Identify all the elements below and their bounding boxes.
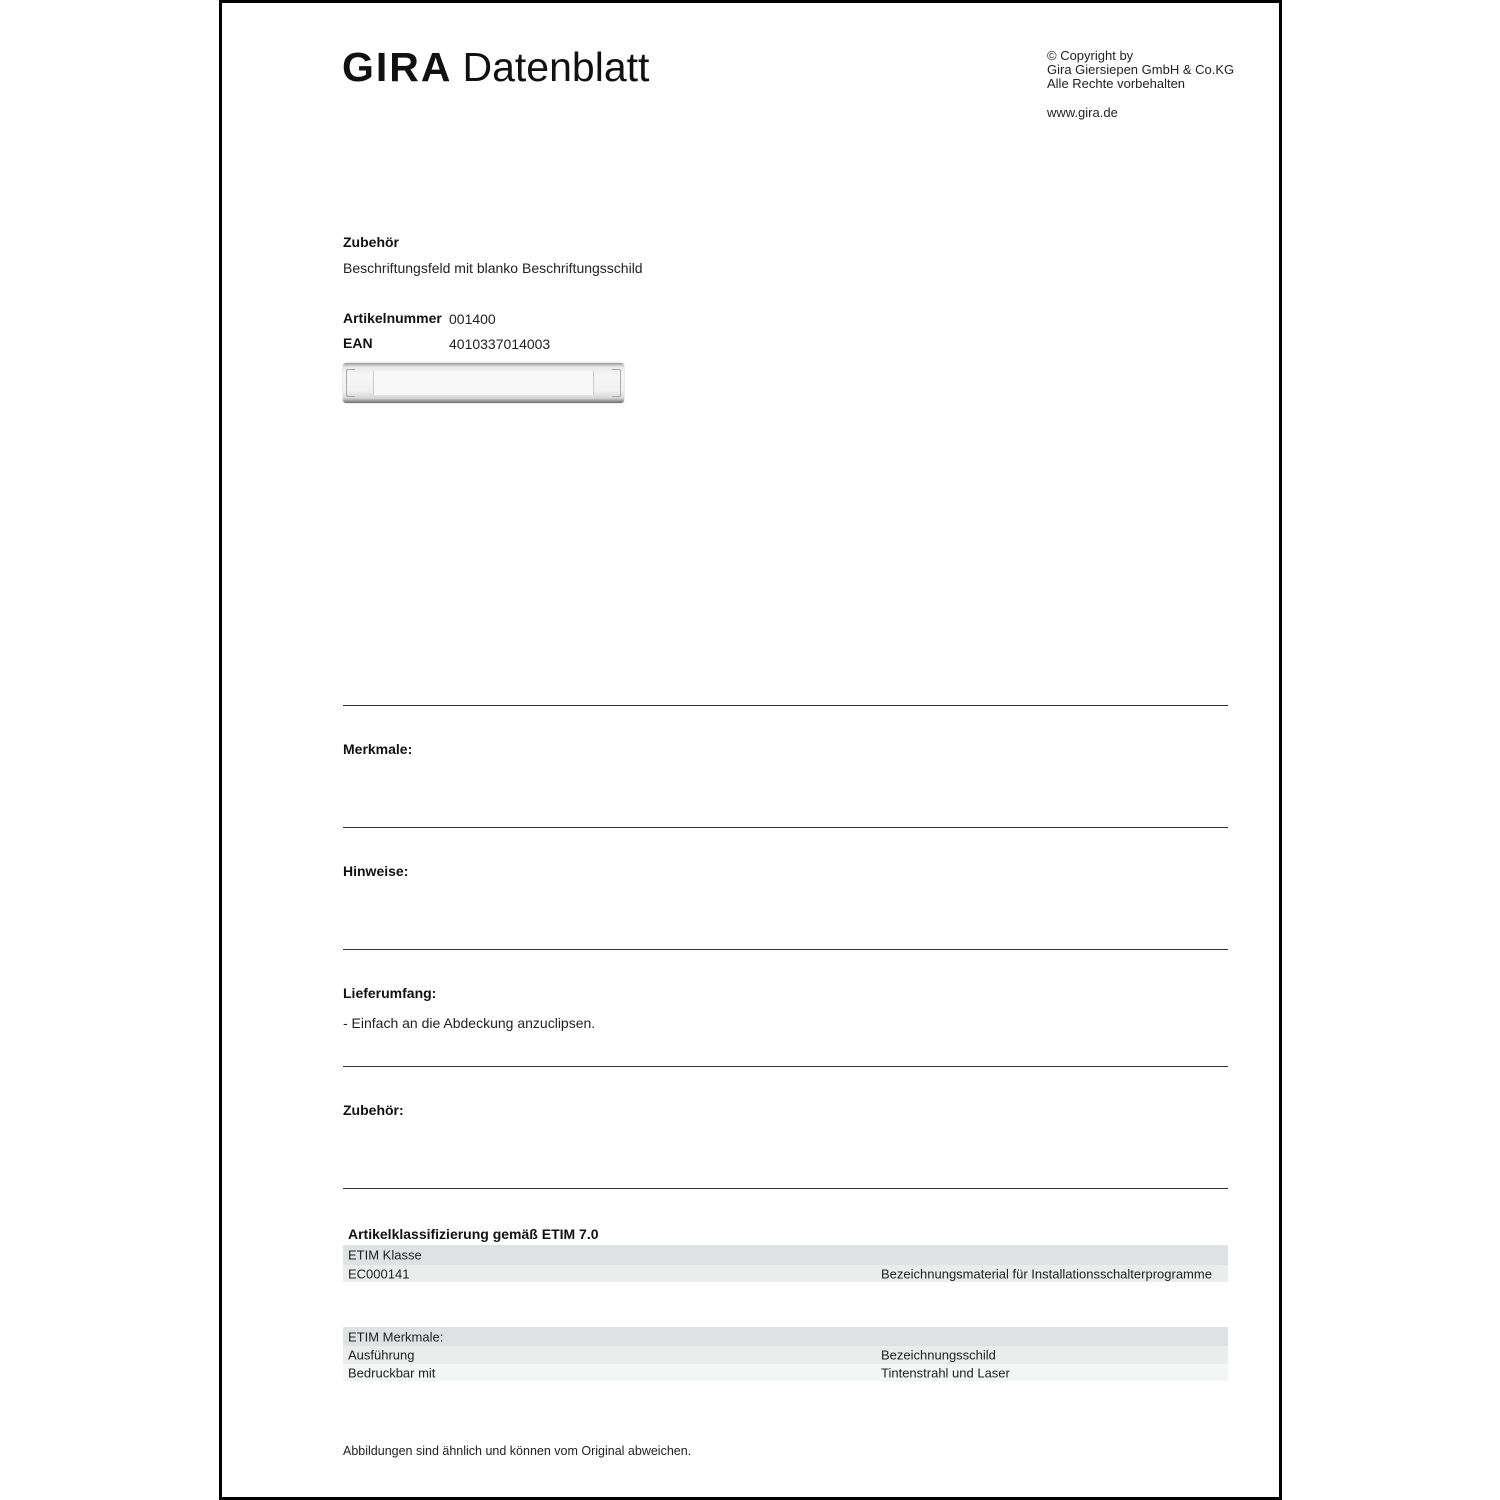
label-holder-right-clip [612,369,621,397]
etim-feature-name: Ausführung [348,1347,415,1363]
etim-features-header: ETIM Merkmale: [348,1329,444,1344]
section-divider [343,705,1228,706]
table-row [343,1265,1228,1282]
section-divider [343,1188,1228,1189]
etim-feature-name: Bedruckbar mit [348,1365,436,1380]
section-divider [343,949,1228,950]
table-row [343,1346,1228,1364]
table-row [343,1364,1228,1381]
section-divider [343,1066,1228,1067]
section-title-merkmale: Merkmale: [343,741,413,757]
section-title-hinweise: Hinweise: [343,863,409,879]
product-description: Beschriftungsfeld mit blanko Beschriftungsschild [343,260,643,276]
disclaimer-note: Abbildungen sind ähnlich und können vom Original abweichen. [343,1444,692,1458]
etim-class-header-row [343,1245,1228,1265]
etim-class-value: Bezeichnungsmaterial für Installationsschalterprogramme [881,1266,1212,1281]
etim-class-code: EC000141 [348,1266,410,1281]
product-category-label: Zubehör [343,234,399,250]
copyright-line: Gira Giersiepen GmbH & Co.KG [1047,62,1235,77]
etim-title: Artikelklassifizierung gemäß ETIM 7.0 [348,1226,599,1242]
brand-name: GIRA [342,44,453,90]
copyright-line: Alle Rechte vorbehalten [1047,76,1186,91]
etim-class-header: ETIM Klasse [348,1247,422,1263]
etim-feature-value: Tintenstrahl und Laser [881,1365,1010,1380]
ean-label: EAN [343,335,373,351]
label-holder-left-clip [346,369,355,397]
gira-logo [342,44,649,90]
etim-features-header-row [343,1327,1228,1346]
article-number-label: Artikelnummer [343,310,442,326]
section-divider [343,827,1228,828]
ean-value: 4010337014003 [449,336,551,352]
product-image [343,363,624,403]
section-title-zubehoer: Zubehör: [343,1102,404,1118]
section-title-lieferumfang: Lieferumfang: [343,985,437,1001]
section-content-lieferumfang: - Einfach an die Abdeckung anzuclipsen. [343,1015,596,1031]
copyright-block [1047,49,1234,91]
copyright-line: © Copyright by [1047,48,1134,63]
etim-feature-value: Bezeichnungsschild [881,1347,996,1363]
article-number-value: 001400 [449,311,496,327]
website-link[interactable]: www.gira.de [1047,105,1118,120]
label-holder-blank-field [373,371,594,395]
document-title: Datenblatt [462,44,650,90]
